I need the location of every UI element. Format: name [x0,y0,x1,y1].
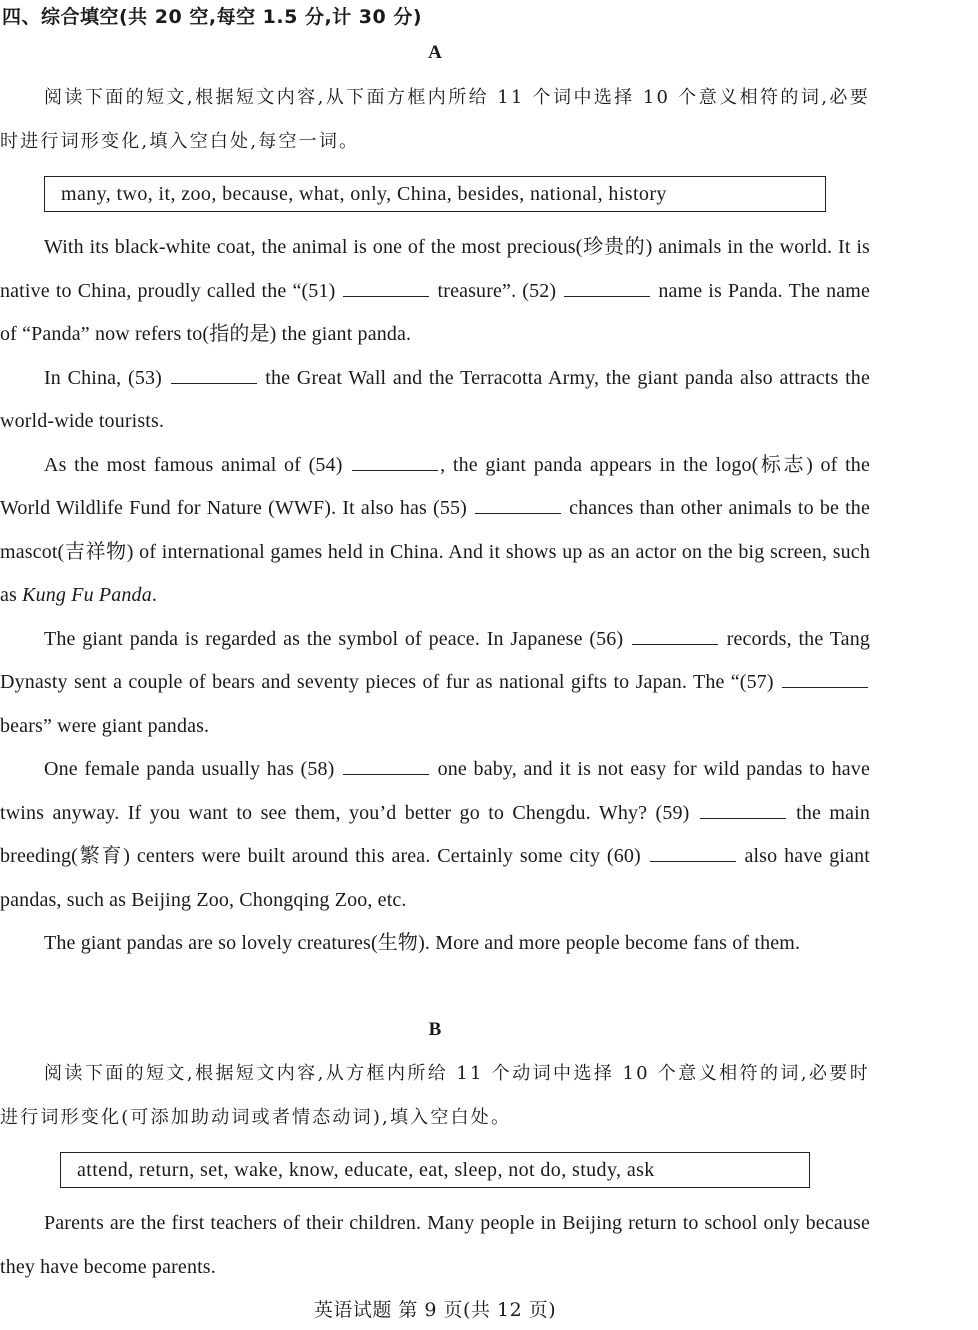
text-segment: also have giant pandas, such as Beijing Zoo, Chongqing Zoo, etc. [0,845,870,911]
text-segment: name is Panda. The name of “Panda” now refers to(指的是) the giant panda. [0,279,870,345]
paragraph [0,444,870,618]
paragraph [0,1202,870,1289]
text-segment: treasure”. (52) [431,279,563,302]
text-segment: bears” were giant pandas. [0,714,210,737]
paragraph [0,357,870,444]
text-segment: the main breeding(繁育) centers were built around this area. Certainly some city (60) [0,801,870,867]
answer-blank[interactable] [564,278,650,297]
text-segment: one baby, and it is not easy for wild pandas to have twins anyway. If you want to see them, you’d better go to Chengdu. Why? (59) [0,758,870,824]
answer-blank[interactable] [700,800,786,819]
answer-blank[interactable] [475,495,561,514]
answer-blank[interactable] [782,669,868,688]
part-b-word-box: attend, return, set, wake, know, educate, eat, sleep, not do, study, ask [60,1152,810,1188]
answer-blank[interactable] [632,626,718,645]
part-b-instruction: 阅读下面的短文,根据短文内容,从方框内所给 11 个动词中选择 10 个意义相符的词,必要时进行词形变化(可添加助动词或者情态动词),填入空白处。 [0,1063,870,1128]
text-segment: With its black-white coat, the animal is one of the most precious(珍贵的) animals in the world. It is native to China, proudly called the “(51) [0,236,870,302]
part-a-instruction: 阅读下面的短文,根据短文内容,从下面方框内所给 11 个词中选择 10 个意义相符的词,必要时进行词形变化,填入空白处,每空一词。 [0,87,870,152]
text-segment: , the giant panda appears in the logo(标志) of the World Wildlife Fund for Nature (WWF). It also has (55) [0,453,870,519]
part-a-label: A [428,42,442,63]
text-segment: the Great Wall and the Terracotta Army, the giant panda also attracts the world-wide tourists. [0,366,870,432]
part-a-word-box: many, two, it, zoo, because, what, only, China, besides, national, history [44,176,826,212]
part-b-label: B [428,1019,442,1040]
italic-title: Kung Fu Panda [22,584,152,606]
answer-blank[interactable] [650,843,736,862]
page-footer: 英语试题 第 9 页(共 12 页) [313,1299,557,1321]
answer-blank[interactable] [343,278,429,297]
text-segment: records, the Tang Dynasty sent a couple of bears and seventy pieces of fur as national gifts to Japan. The “(57) [0,627,870,693]
paragraph [0,748,870,922]
text-segment: Parents are the first teachers of their children. Many people in Beijing return to school only because they have become parents. [0,1212,870,1278]
answer-blank[interactable] [343,756,429,775]
answer-blank[interactable] [352,452,438,471]
answer-blank[interactable] [171,365,257,384]
section-heading: 四、综合填空(共 20 空,每空 1.5 分,计 30 分) [2,6,423,28]
paragraph [0,618,870,749]
text-segment: The giant panda is regarded as the symbol of peace. In Japanese (56) [44,627,630,650]
text-segment: . [151,584,158,606]
paragraph [0,226,870,357]
text-segment: As the most famous animal of (54) [44,453,351,476]
text-segment: In China, (53) [44,366,169,389]
part-a-passage [0,226,870,966]
text-segment: chances than other animals to be the mascot(吉祥物) of international games held in China. And it shows up as an actor on the big screen, such as [0,497,870,606]
paragraph [0,922,870,966]
text-segment: One female panda usually has (58) [44,758,342,780]
part-b-passage [0,1202,870,1289]
text-segment: The giant pandas are so lovely creatures(生物). More and more people become fans of them. [44,932,801,954]
